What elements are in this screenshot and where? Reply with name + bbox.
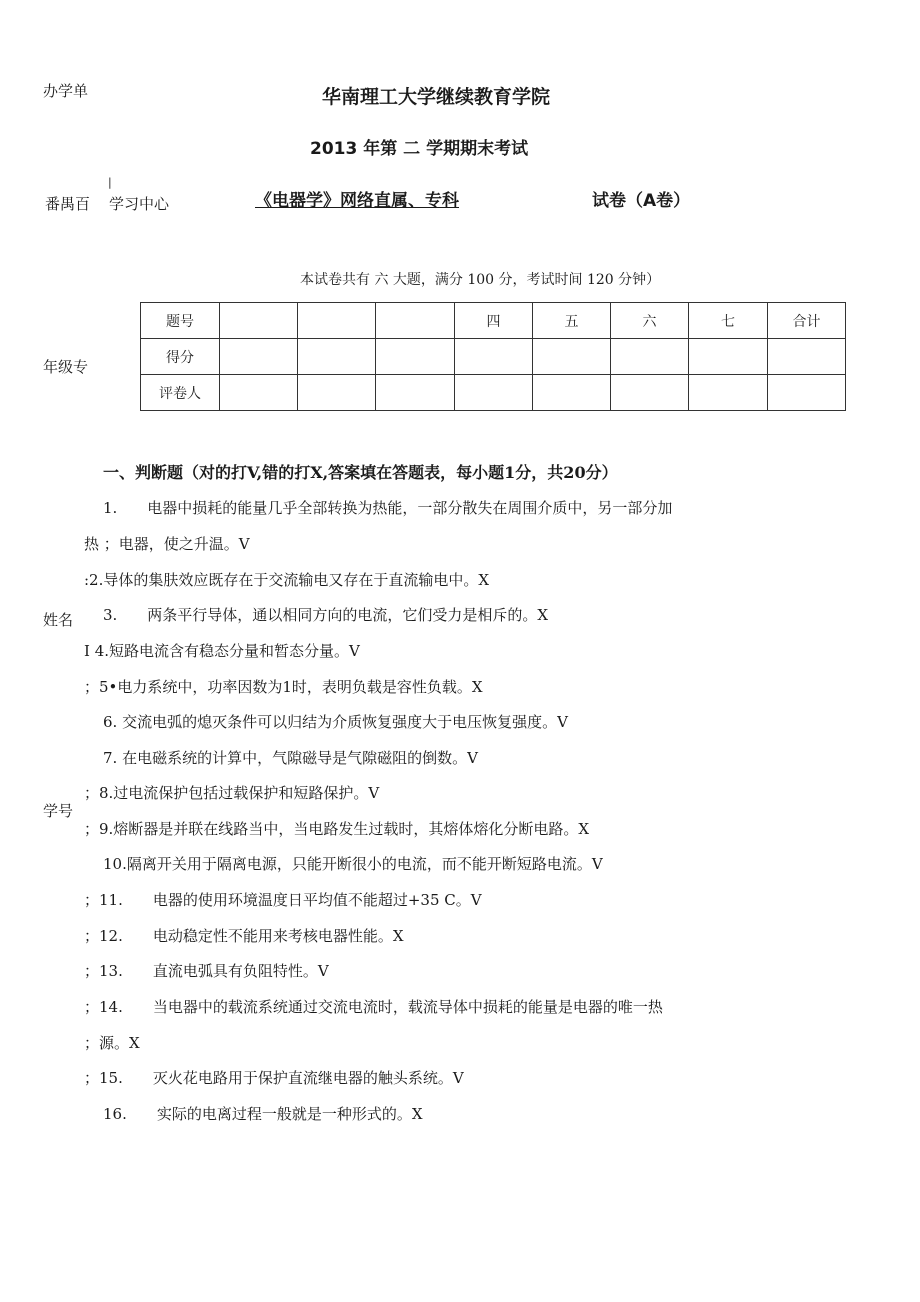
row-label-score: 得分	[141, 339, 220, 375]
grader-cell	[455, 375, 533, 411]
exam-note: 本试卷共有 六 大题，满分 100 分，考试时间 120 分钟）	[300, 272, 661, 288]
grader-cell	[376, 375, 455, 411]
term-title: 2013 年第 二 学期期末考试	[310, 139, 529, 159]
question-line: ；11. 电器的使用环境温度日平均值不能超过+35 C。V	[84, 891, 482, 909]
side-mark: |	[108, 176, 112, 189]
score-cell	[376, 339, 455, 375]
score-table-header-row	[141, 303, 846, 339]
question-line: ；12. 电动稳定性不能用来考核电器性能。X	[84, 927, 404, 945]
question-line: ；源。X	[84, 1034, 140, 1052]
university-title: 华南理工大学继续教育学院	[322, 86, 551, 108]
section1-title: 一、判断题（对的打V,错的打X,答案填在答题表，每小题1分，共20分）	[103, 463, 618, 482]
question-line: I 4.短路电流含有稳态分量和暂态分量。V	[84, 642, 360, 660]
side-label-center: 学习中心	[109, 195, 170, 213]
grader-cell	[689, 375, 768, 411]
question-line: 16. 实际的电离过程一般就是一种形式的。X	[103, 1105, 423, 1123]
score-cell	[768, 339, 846, 375]
grader-cell	[298, 375, 376, 411]
side-label-grade: 年级专	[43, 358, 89, 376]
question-line: 热 ；电器，使之升温。V	[84, 535, 250, 553]
question-line: ；13. 直流电弧具有负阻特性。V	[84, 962, 329, 980]
header-cell: 六	[611, 303, 689, 339]
paper-title: 试卷（A卷）	[592, 191, 691, 211]
score-row	[141, 339, 846, 375]
score-cell	[298, 339, 376, 375]
question-line: ；5•电力系统中，功率因数为1时，表明负载是容性负载。X	[84, 678, 483, 696]
side-label-center-prefix: 番禺百	[45, 195, 91, 213]
question-line: 6. 交流电弧的熄灭条件可以归结为介质恢复强度大于电压恢复强度。V	[103, 713, 568, 731]
question-line: ；15. 灭火花电路用于保护直流继电器的触头系统。V	[84, 1069, 464, 1087]
question-line: ；9.熔断器是并联在线路当中，当电路发生过载时，其熔体熔化分断电路。X	[84, 820, 589, 838]
question-line: ；8.过电流保护包括过载保护和短路保护。V	[84, 784, 380, 802]
side-label-student-id: 学号	[43, 802, 74, 820]
header-cell	[376, 303, 455, 339]
header-cell: 七	[689, 303, 768, 339]
score-cell	[689, 339, 768, 375]
header-cell: 五	[533, 303, 611, 339]
side-label-name: 姓名	[43, 611, 74, 629]
question-line: :2.导体的集肤效应既存在于交流输电又存在于直流输电中。X	[84, 571, 490, 589]
question-line: 7. 在电磁系统的计算中，气隙磁导是气隙磁阻的倒数。V	[103, 749, 478, 767]
score-cell	[533, 339, 611, 375]
question-line: 1. 电器中损耗的能量几乎全部转换为热能，一部分散失在周围介质中，另一部分加	[103, 499, 673, 517]
header-cell: 四	[455, 303, 533, 339]
question-line: ；14. 当电器中的载流系统通过交流电流时，载流导体中损耗的能量是电器的唯一热	[84, 998, 663, 1016]
row-label-grader: 评卷人	[141, 375, 220, 411]
score-cell	[455, 339, 533, 375]
grader-row	[141, 375, 846, 411]
header-cell	[298, 303, 376, 339]
score-cell	[611, 339, 689, 375]
score-cell	[220, 339, 298, 375]
header-cell: 题号	[141, 303, 220, 339]
grader-cell	[611, 375, 689, 411]
question-line: 3. 两条平行导体，通以相同方向的电流，它们受力是相斥的。X	[103, 606, 548, 624]
grader-cell	[768, 375, 846, 411]
question-line: 10.隔离开关用于隔离电源，只能开断很小的电流，而不能开断短路电流。V	[103, 855, 603, 873]
score-table	[140, 302, 846, 411]
header-cell: 合计	[768, 303, 846, 339]
grader-cell	[220, 375, 298, 411]
side-label-school: 办学单	[43, 82, 89, 100]
course-title: 《电器学》网络直属、专科	[255, 191, 459, 211]
grader-cell	[533, 375, 611, 411]
header-cell	[220, 303, 298, 339]
